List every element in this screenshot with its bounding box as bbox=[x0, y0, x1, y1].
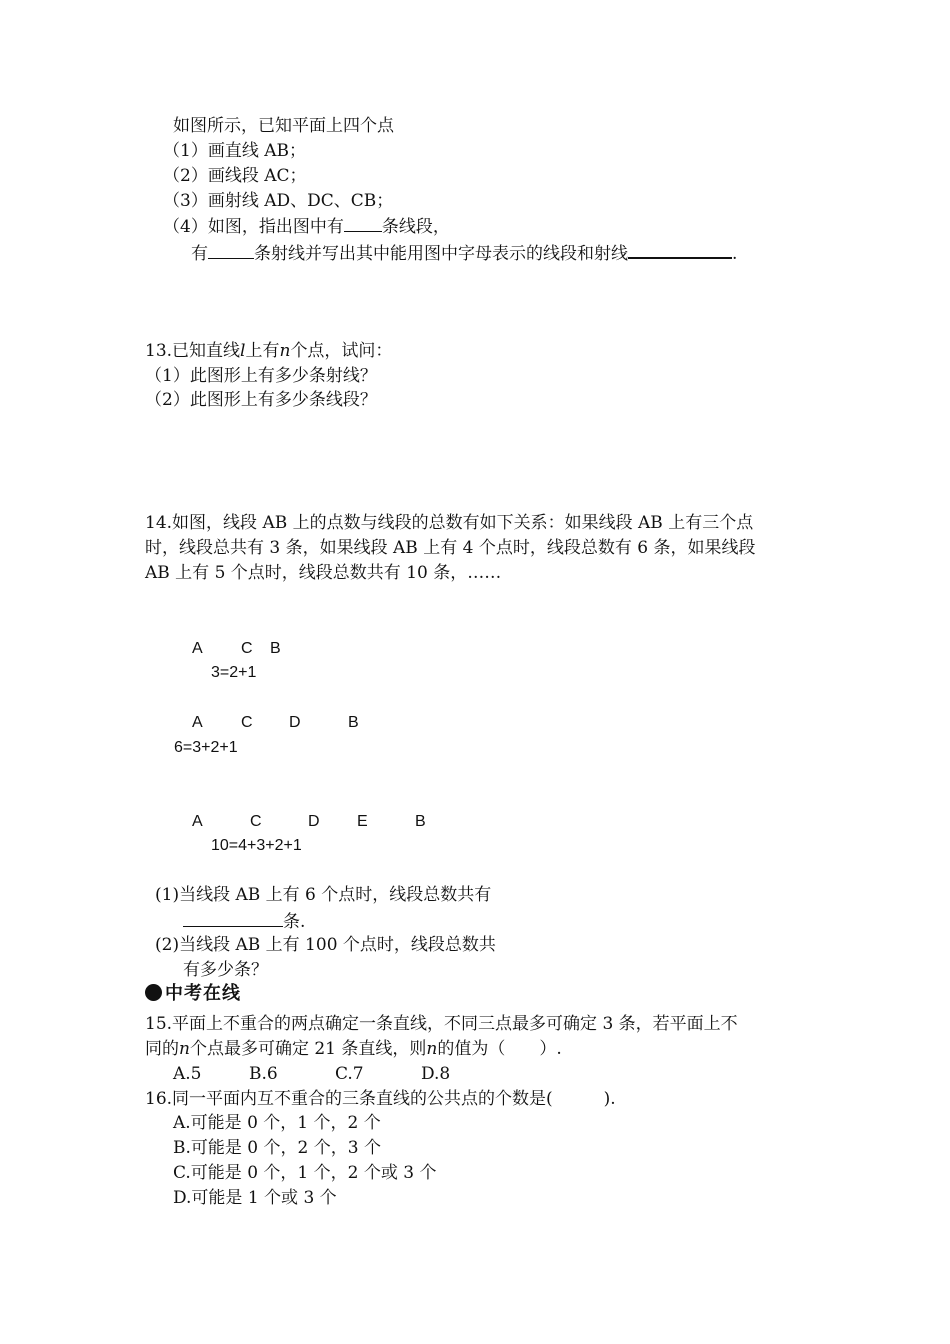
q13-mid2: 个点，试问： bbox=[290, 341, 393, 361]
fig2-label-d: D bbox=[289, 714, 301, 731]
q13-sub-2: （2）此图形上有多少条线段？ bbox=[145, 390, 377, 410]
fig2-equation: 6=3+2+1 bbox=[174, 739, 238, 756]
answer-blank[interactable] bbox=[208, 242, 254, 259]
q14-sub-1-tail: 条. bbox=[283, 912, 306, 932]
q13-mid1: 上有 bbox=[245, 341, 280, 361]
q13-stem bbox=[145, 340, 392, 362]
bullet-dot-icon bbox=[145, 984, 162, 1001]
q14-line-2: 时，线段总共有 3 条，如果线段 AB 上有 4 个点时，线段总数有 6 条，如果线段 bbox=[145, 538, 756, 558]
q14-sub-2-cont: 有多少条？ bbox=[183, 960, 268, 980]
fig1-equation: 3=2+1 bbox=[211, 664, 257, 681]
q12-part-3: （3）画射线 AD、DC、CB； bbox=[163, 191, 394, 211]
q14-sub-1-answer bbox=[183, 910, 305, 933]
q12-part-4 bbox=[163, 215, 450, 238]
q12-part-4-tail: 条线段， bbox=[381, 217, 450, 237]
section-heading bbox=[145, 983, 241, 1005]
fig3-label-d: D bbox=[308, 813, 320, 830]
fig3-label-c: C bbox=[250, 813, 262, 830]
q12-part-5-text: 有 bbox=[191, 244, 208, 264]
q12-part-1: （1）画直线 AB； bbox=[163, 141, 306, 161]
q16-option-b[interactable]: B.可能是 0 个，2 个，3 个 bbox=[173, 1138, 381, 1158]
q12-part-5 bbox=[191, 241, 737, 265]
answer-blank[interactable] bbox=[628, 241, 732, 259]
q16-option-d[interactable]: D.可能是 1 个或 3 个 bbox=[173, 1188, 337, 1208]
q14-line-1: 14.如图，线段 AB 上的点数与线段的总数有如下关系：如果线段 AB 上有三个点 bbox=[145, 513, 754, 533]
q12-part-4-text: （4）如图，指出图中有 bbox=[163, 217, 344, 237]
fig2-label-a: A bbox=[192, 714, 203, 731]
q15-option-c[interactable]: C.7 bbox=[335, 1064, 364, 1084]
fig3-label-a: A bbox=[192, 813, 203, 830]
section-title: 中考在线 bbox=[165, 983, 241, 1004]
q15-option-a[interactable]: A.5 bbox=[173, 1064, 202, 1084]
var-n: n bbox=[426, 1039, 438, 1059]
fig2-label-b: B bbox=[348, 714, 359, 731]
q14-sub-1: (1)当线段 AB 上有 6 个点时，线段总数共有 bbox=[155, 885, 492, 905]
q15-option-b[interactable]: B.6 bbox=[249, 1064, 278, 1084]
q15-text-c: 的值为（ ）. bbox=[437, 1039, 562, 1059]
q12-part-2: （2）画线段 AC； bbox=[163, 166, 307, 186]
q15-text-b: 个点最多可确定 21 条直线，则 bbox=[189, 1039, 427, 1059]
fig3-equation: 10=4+3+2+1 bbox=[211, 837, 302, 854]
answer-blank[interactable] bbox=[344, 215, 382, 232]
q12-part-5-mid: 条射线并写出其中能用图中字母表示的线段和射线 bbox=[254, 244, 628, 264]
answer-blank[interactable] bbox=[183, 910, 283, 927]
fig3-label-b: B bbox=[415, 813, 426, 830]
q16-option-a[interactable]: A.可能是 0 个，1 个，2 个 bbox=[173, 1113, 381, 1133]
fig1-label-a: A bbox=[192, 640, 203, 657]
q12-part-5-tail: . bbox=[732, 244, 738, 264]
fig1-label-c: C bbox=[241, 640, 253, 657]
q15-line-1: 15.平面上不重合的两点确定一条直线，不同三点最多可确定 3 条，若平面上不 bbox=[145, 1014, 738, 1034]
q16-option-c[interactable]: C.可能是 0 个，1 个，2 个或 3 个 bbox=[173, 1163, 437, 1183]
fig3-label-e: E bbox=[357, 813, 368, 830]
q15-line-2 bbox=[145, 1038, 562, 1060]
var-n: n bbox=[279, 341, 291, 361]
fig2-label-c: C bbox=[241, 714, 253, 731]
var-n: n bbox=[179, 1039, 190, 1059]
var-l: l bbox=[240, 341, 246, 361]
q14-sub-2: (2)当线段 AB 上有 100 个点时，线段总数共 bbox=[155, 935, 496, 955]
q15-text-a: 同的 bbox=[145, 1039, 179, 1059]
fig1-label-b: B bbox=[270, 640, 281, 657]
q12-intro: 如图所示，已知平面上四个点 bbox=[173, 116, 394, 136]
q13-lead: 13.已知直线 bbox=[145, 341, 241, 361]
q14-line-3: AB 上有 5 个点时，线段总数共有 10 条，…… bbox=[145, 563, 502, 583]
q16-stem: 16.同一平面内互不重合的三条直线的公共点的个数是( ). bbox=[145, 1089, 616, 1109]
q15-option-d[interactable]: D.8 bbox=[421, 1064, 451, 1084]
q13-sub-1: （1）此图形上有多少条射线？ bbox=[145, 366, 377, 386]
